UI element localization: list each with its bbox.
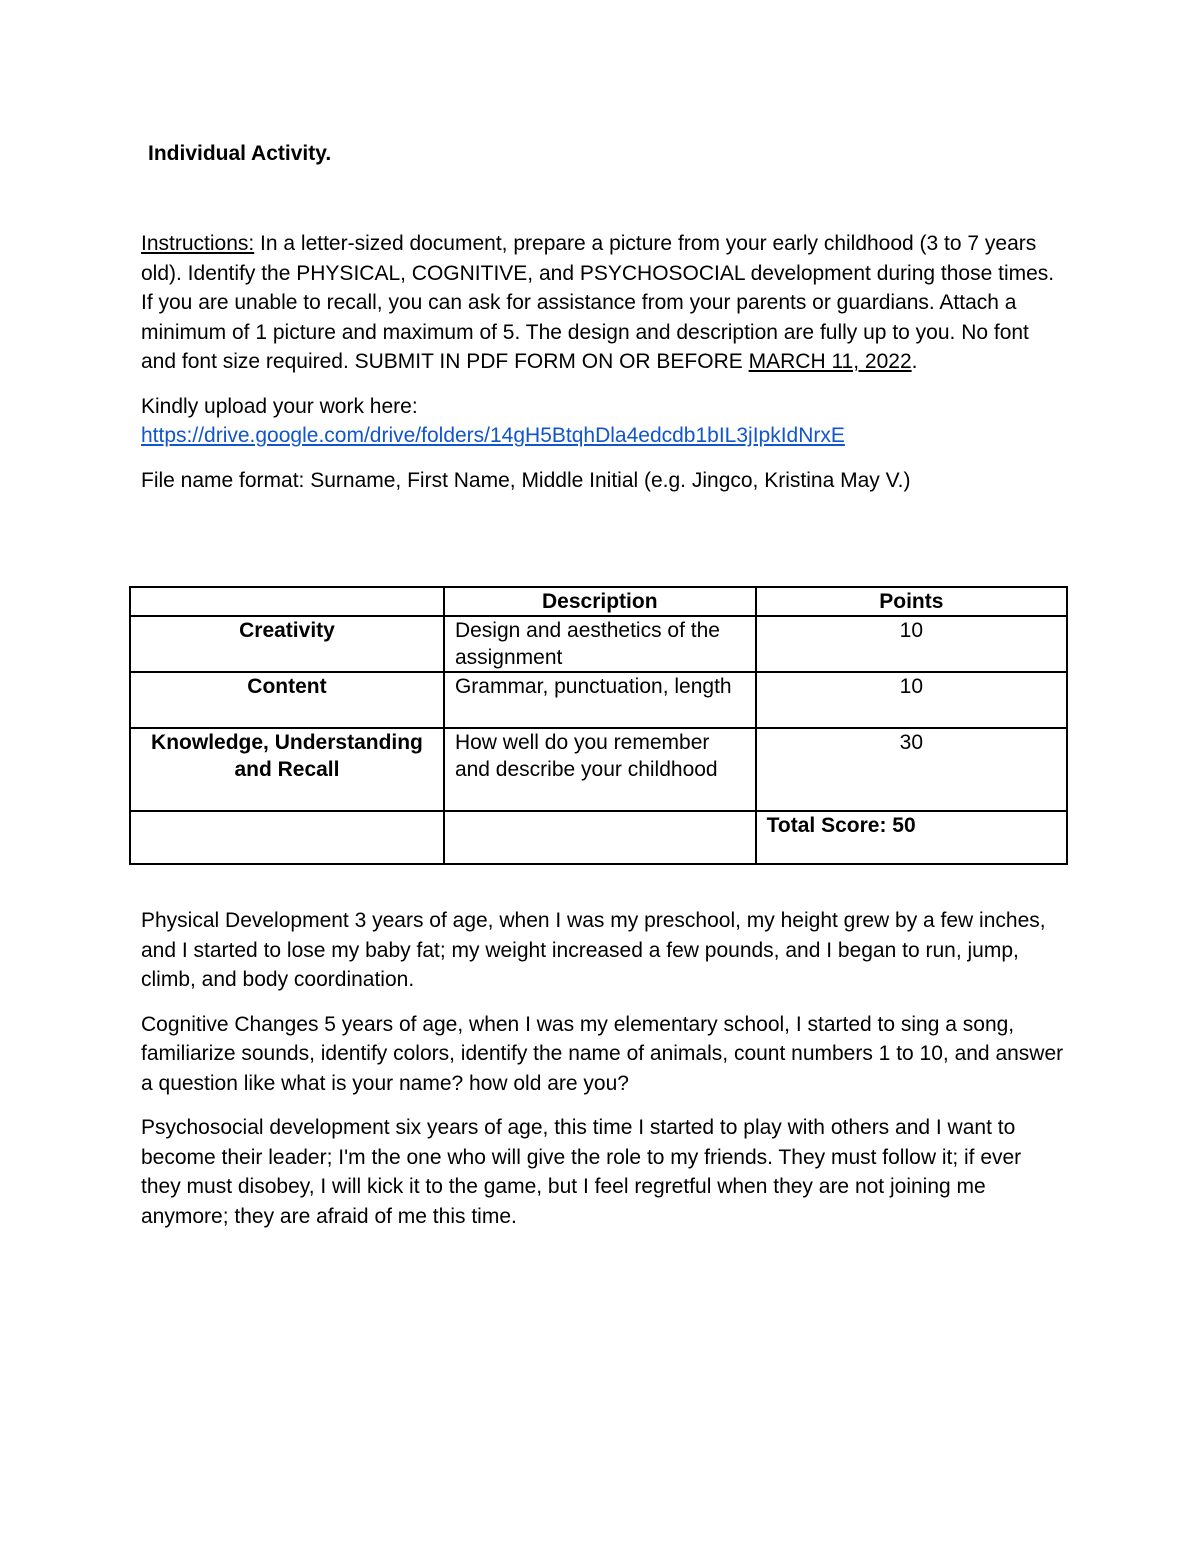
- essay-section: [141, 906, 1066, 1246]
- rubric-description: How well do you remember and describe your childhood: [444, 728, 756, 811]
- rubric-empty-cell: [130, 811, 444, 864]
- rubric-header-points: Points: [756, 587, 1067, 616]
- rubric-header-row: [130, 587, 1067, 616]
- drive-folder-link[interactable]: https://drive.google.com/drive/folders/14gH5BtqhDla4edcdb1bIL3jIpkIdNrxE: [141, 424, 845, 447]
- rubric-criterion: Content: [130, 672, 444, 728]
- upload-paragraph: [141, 392, 1066, 451]
- rubric-header-criterion: [130, 587, 444, 616]
- file-name-format: File name format: Surname, First Name, Middle Initial (e.g. Jingco, Kristina May V.): [141, 468, 911, 492]
- rubric-points: 30: [756, 728, 1067, 811]
- rubric-description: Grammar, punctuation, length: [444, 672, 756, 728]
- essay-physical-paragraph: Physical Development 3 years of age, when I was my preschool, my height grew by a few inches, and I started to lose my baby fat; my weight increased a few pounds, and I began to run, jump, climb, and body coordination.: [141, 909, 1046, 991]
- essay-psychosocial-paragraph: Psychosocial development six years of age, this time I started to play with others and I want to become their leader; I'm the one who will give the role to my friends. They must follow it; if ever they must disobey, I will kick it to the game, but I feel regretful when they are not joining me anymore; they are afraid of me this time.: [141, 1116, 1022, 1228]
- rubric-criterion: Creativity: [130, 616, 444, 672]
- rubric-points: 10: [756, 616, 1067, 672]
- rubric-table: [129, 586, 1068, 865]
- instructions-section: [141, 229, 1066, 510]
- table-row: [130, 728, 1067, 811]
- instructions-body: In a letter-sized document, prepare a picture from your early childhood (3 to 7 years old). Identify the PHYSICAL, COGNITIVE, and PSYCHOSOCIAL development during those times. If you are unable to recall, you can ask for assistance from your parents or guardians. Attach a minimum of 1 picture and maximum of 5. The design and description are fully up to you. No font and font size required. SUBMIT IN PDF FORM ON OR BEFORE: [141, 232, 1055, 373]
- upload-label: Kindly upload your work here:: [141, 394, 418, 418]
- deadline-date: MARCH 11, 2022: [748, 350, 912, 373]
- rubric-description: Design and aesthetics of the assignment: [444, 616, 756, 672]
- rubric-criterion: Knowledge, Understanding and Recall: [130, 728, 444, 811]
- instructions-end: .: [911, 350, 918, 373]
- rubric-total-score: Total Score: 50: [756, 811, 1067, 864]
- table-row: [130, 672, 1067, 728]
- instructions-label: Instructions:: [141, 232, 255, 255]
- rubric-total-row: [130, 811, 1067, 864]
- page-title: Individual Activity.: [148, 142, 332, 165]
- essay-cognitive-paragraph: Cognitive Changes 5 years of age, when I was my elementary school, I started to sing a song, familiarize sounds, identify colors, identify the name of animals, count numbers 1 to 10, and answer a question like what is your name? how old are you?: [141, 1012, 1064, 1095]
- rubric-header-description: Description: [444, 587, 756, 616]
- table-row: [130, 616, 1067, 672]
- rubric-empty-cell: [444, 811, 756, 864]
- instructions-paragraph: [141, 229, 1066, 377]
- rubric-points: 10: [756, 672, 1067, 728]
